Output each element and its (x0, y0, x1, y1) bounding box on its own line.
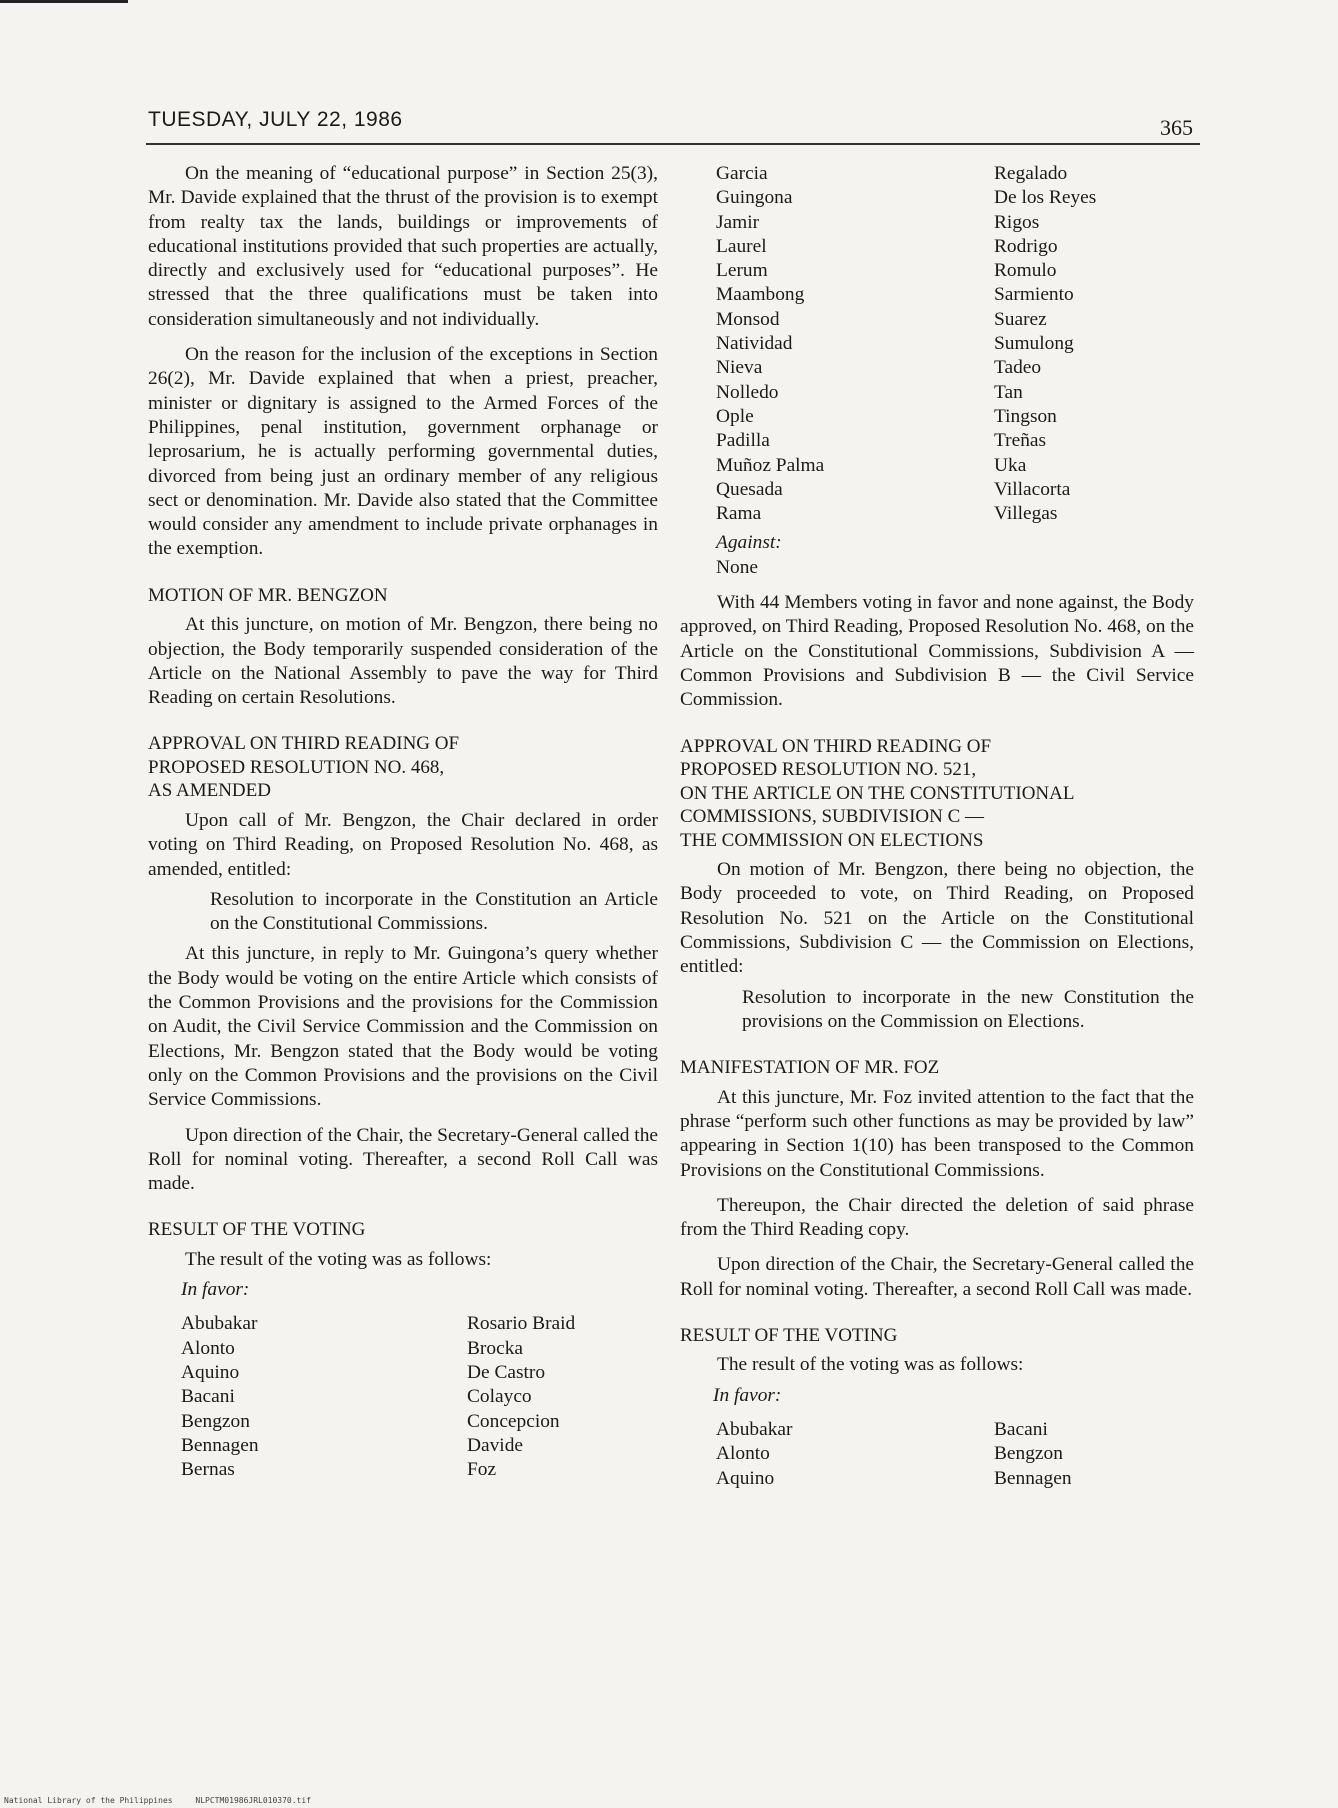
heading-result-voting: RESULT OF THE VOTING (680, 1324, 898, 1346)
member-name: Aquino (181, 1362, 240, 1384)
page-number: 365 (1160, 115, 1193, 140)
member-name: Brocka (467, 1337, 523, 1359)
member-name: Bengzon (994, 1443, 1063, 1465)
member-name: Romulo (994, 260, 1057, 282)
member-name: Quesada (716, 478, 783, 500)
names-column (994, 1418, 1194, 1491)
member-name: Garcia (716, 163, 768, 184)
in-favor-names (181, 1312, 658, 1482)
heading-result-voting: RESULT OF THE VOTING (148, 1219, 366, 1241)
scan-footer (4, 1796, 329, 1805)
resolution-title-quote: Resolution to incorporate in the new Constitution the provisions on the Commission on Elections. (742, 986, 1194, 1032)
result-intro: The result of the voting was as follows: (185, 1248, 492, 1270)
member-name: Abubakar (181, 1313, 258, 1335)
member-name: Bernas (181, 1459, 235, 1481)
heading-line: ON THE ARTICLE ON THE CONSTITUTIONAL (680, 782, 1075, 804)
heading-line: AS AMENDED (148, 780, 271, 802)
member-name: Laurel (716, 235, 767, 257)
against-value: None (716, 556, 759, 578)
running-head: TUESDAY, JULY 22, 1986 (148, 108, 403, 131)
member-name: Bennagen (181, 1434, 259, 1456)
member-name: Rama (716, 503, 762, 525)
member-name: Rodrigo (994, 235, 1058, 257)
member-name: Sarmiento (994, 284, 1074, 306)
member-name: Natividad (716, 333, 793, 355)
member-name: Nieva (716, 357, 763, 379)
member-name: Suarez (994, 308, 1047, 330)
member-name: Alonto (181, 1337, 235, 1359)
member-name: Nolledo (716, 381, 779, 403)
member-name: Sumulong (994, 333, 1074, 355)
member-name: Davide (467, 1434, 523, 1456)
member-name: Bengzon (181, 1410, 250, 1432)
member-name: Muñoz Palma (716, 454, 825, 476)
heading-line: APPROVAL ON THIRD READING OF (680, 735, 992, 757)
member-name: De los Reyes (994, 187, 1097, 209)
member-name: Rosario Braid (467, 1313, 576, 1335)
heading-line: APPROVAL ON THIRD READING OF (148, 733, 460, 755)
member-name: Rigos (994, 211, 1040, 233)
member-name: Aquino (716, 1467, 775, 1489)
member-name: Bennagen (994, 1467, 1072, 1489)
member-name: Villegas (994, 503, 1058, 525)
heading-approval-468 (148, 732, 658, 803)
member-name: Jamir (716, 211, 760, 233)
member-name: Lerum (716, 260, 768, 282)
file-name: NLPCTM01986JRL010370.tif (195, 1796, 311, 1805)
paragraph-guingona-query: At this juncture, in reply to Mr. Guingona’s query whether the Body would be voting on the entire Article which consists of the Common Provisions and the provisions for the Commission on Audit, the Civil Service Commission and the Commission on Elections, Mr. Bengzon stated that the Body would be voting only on the Common Provisions and the provisions on the Civil Service Commissions. (148, 943, 658, 1111)
member-name: De Castro (467, 1362, 546, 1384)
paragraph-roll-call: Upon direction of the Chair, the Secretary-General called the Roll for nominal voting. Thereafter, a second Roll Call was made. (680, 1254, 1194, 1300)
member-name: Tadeo (994, 357, 1042, 379)
names-column (716, 162, 984, 526)
paragraph-motion-vote-521: On motion of Mr. Bengzon, there being no objection, the Body proceeded to vote, on Third Reading, on Proposed Resolution No. 521 on the Article on the Constitutional Commissions, Subdivision C — the Commission on Elections, entitled: (680, 859, 1194, 978)
heading-approval-521 (680, 735, 1194, 853)
member-name: Regalado (994, 163, 1068, 184)
heading-manifestation-foz: MANIFESTATION OF MR. FOZ (680, 1057, 940, 1079)
names-column (467, 1312, 667, 1482)
paragraph-approval-result: With 44 Members voting in favor and none against, the Body approved, on Third Reading, Proposed Resolution No. 468, on the Article on the Constitutional Commissions, Subdivision A — Common Provisions and Subdivision B — the Civil Service Commission. (680, 592, 1194, 711)
in-favor-names-continued (716, 162, 1194, 526)
member-name: Monsod (716, 308, 780, 330)
member-name: Concepcion (467, 1410, 560, 1432)
member-name: Guingona (716, 187, 793, 209)
heading-line: PROPOSED RESOLUTION NO. 521, (680, 759, 977, 781)
library-credit: National Library of the Philippines (4, 1796, 173, 1805)
names-column (181, 1312, 457, 1482)
header-rule (146, 143, 1200, 145)
heading-motion-bengzon: MOTION OF MR. BENGZON (148, 584, 388, 606)
paragraph-motion: At this juncture, on motion of Mr. Bengzon, there being no objection, the Body temporarily suspended consideration of the Article on the National Assembly to pave the way for Third Reading on certain Resolutions. (148, 614, 658, 709)
scan-edge-mark (0, 0, 128, 3)
member-name: Tan (994, 381, 1023, 403)
member-name: Treñas (994, 430, 1047, 452)
paragraph-call-to-vote: Upon call of Mr. Bengzon, the Chair declared in order voting on Third Reading, on Proposed Resolution No. 468, as amended, entitled: (148, 809, 658, 880)
right-column (680, 162, 1194, 1491)
member-name: Ople (716, 405, 754, 427)
member-name: Colayco (467, 1386, 532, 1408)
resolution-title-quote: Resolution to incorporate in the Constitution an Article on the Constitutional Commissions. (210, 888, 658, 935)
paragraph-educational-purpose: On the meaning of “educational purpose” in Section 25(3), Mr. Davide explained that the thrust of the provision is to exempt from realty tax the lands, buildings or improvements of educational institutions provided that such properties are actually, directly and exclusively used for “educational purposes”. He stressed that the three qualifications must be taken into consideration simultaneously and not individually. (148, 163, 658, 330)
member-name: Maambong (716, 284, 805, 306)
member-name: Padilla (716, 430, 770, 452)
heading-line: COMMISSIONS, SUBDIVISION C — (680, 806, 985, 828)
heading-line: PROPOSED RESOLUTION NO. 468, (148, 756, 445, 778)
left-column (148, 162, 658, 1483)
in-favor-label: In favor: (181, 1279, 250, 1301)
member-name: Bacani (994, 1419, 1048, 1441)
paragraph-foz-manifestation: At this juncture, Mr. Foz invited attention to the fact that the phrase “perform such other functions as may be provided by law” appearing in Section 1(10) has been transposed to the Common Provisions on the Constitutional Commissions. (680, 1086, 1194, 1181)
in-favor-names (716, 1418, 1194, 1491)
member-name: Villacorta (994, 478, 1071, 500)
against-label: Against: (716, 532, 782, 554)
member-name: Alonto (716, 1443, 770, 1465)
result-intro: The result of the voting was as follows: (717, 1354, 1024, 1376)
member-name: Bacani (181, 1386, 235, 1408)
member-name: Uka (994, 454, 1027, 476)
names-column (716, 1418, 984, 1491)
paragraph-exceptions: On the reason for the inclusion of the exceptions in Section 26(2), Mr. Davide explained that when a priest, preacher, minister or dignitary is assigned to the Armed Forces of the Philippines, penal institution, government orphanage or leprosarium, he is actually performing governmental duties, divorced from being just an ordinary member of any religious sect or denomination. Mr. Davide also stated that the Committee would consider any amendment to include private orphanages in the exemption. (148, 344, 658, 560)
in-favor-label: In favor: (713, 1384, 782, 1406)
paragraph-deletion: Thereupon, the Chair directed the deletion of said phrase from the Third Reading copy. (680, 1194, 1194, 1241)
member-name: Tingson (994, 405, 1057, 427)
paragraph-roll-call: Upon direction of the Chair, the Secretary-General called the Roll for nominal voting. Thereafter, a second Roll Call was made. (148, 1124, 658, 1195)
names-column (994, 162, 1194, 526)
heading-line: THE COMMISSION ON ELECTIONS (680, 829, 984, 851)
member-name: Abubakar (716, 1419, 793, 1441)
member-name: Foz (467, 1459, 497, 1481)
